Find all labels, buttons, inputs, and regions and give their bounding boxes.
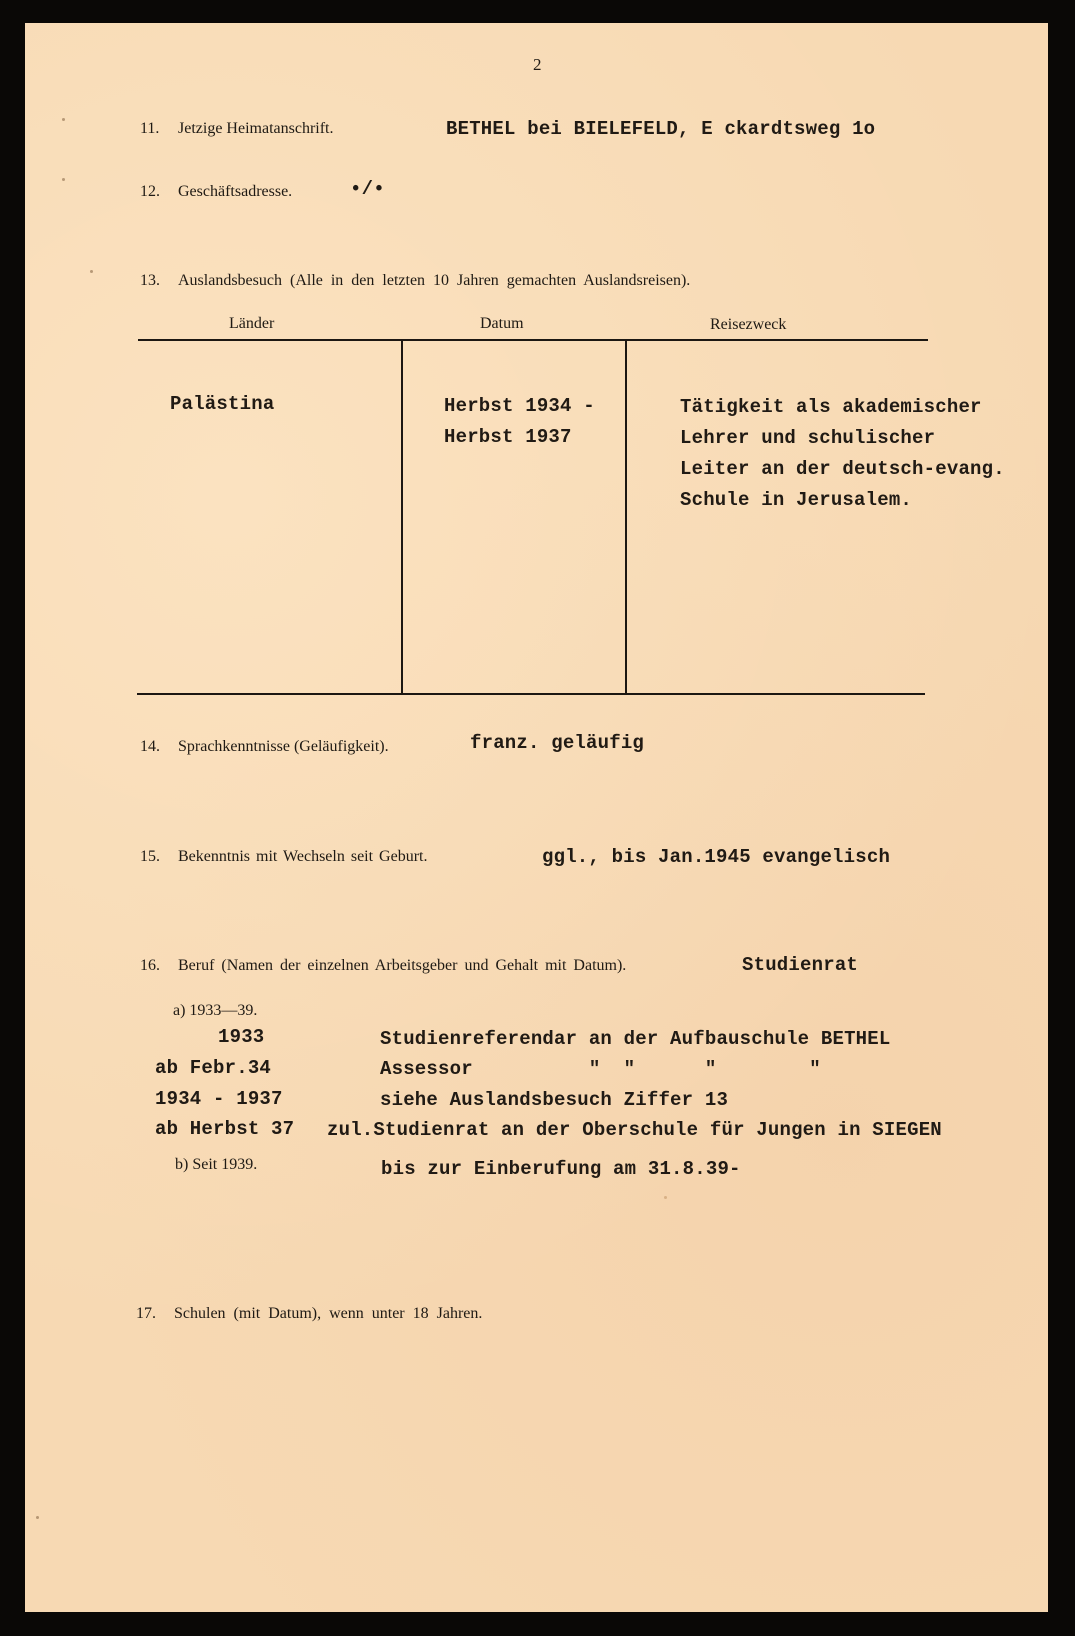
item-17-label: 17. Schulen (mit Datum), wenn unter 18 Jahren. [136,1305,483,1322]
table-top-rule [138,339,928,341]
document-page [25,23,1048,1612]
item-11-value: BETHEL bei BIELEFELD, E ckardtsweg 1o [446,118,876,140]
employment-date: ab Febr.34 [155,1057,272,1079]
table-column-divider [401,341,403,693]
item-12-label: 12. Geschäftsadresse. [140,183,293,200]
item-16-b-value: bis zur Einberufung am 31.8.39- [381,1158,741,1180]
paper-speck [36,1516,39,1519]
paper-speck [664,1196,667,1199]
employment-text: Assessor " " " " [380,1058,821,1080]
cell-purpose-line: Leiter an der deutsch-evang. [680,458,1005,480]
item-16-b-label: b) Seit 1939. [175,1156,258,1173]
paper-speck [62,118,65,121]
cell-country: Palästina [170,393,275,415]
column-header-laender: Länder [229,315,275,332]
cell-date-line: Herbst 1934 - [444,395,595,417]
cell-purpose-line: Tätigkeit als akademischer [680,396,982,418]
item-15-value: ggl., bis Jan.1945 evangelisch [542,846,891,868]
employment-date: ab Herbst 37 [155,1118,295,1140]
table-bottom-rule [137,693,925,695]
column-header-datum: Datum [480,315,524,332]
employment-date: 1933 [218,1026,265,1048]
employment-text: siehe Auslandsbesuch Ziffer 13 [380,1089,729,1111]
cell-purpose-line: Lehrer und schulischer [680,427,936,449]
page-number: 2 [533,55,542,74]
paper-speck [62,178,65,181]
paper-speck [90,270,93,273]
item-11-label: 11. Jetzige Heimatanschrift. [140,120,334,137]
employment-text: zul.Studienrat an der Oberschule für Jungen in SIEGEN [327,1119,942,1141]
cell-purpose-line: Schule in Jerusalem. [680,489,913,511]
item-12-value: •/• [350,178,385,200]
table-column-divider [625,341,627,693]
column-header-reisezweck: Reisezweck [710,316,787,333]
item-13-label: 13. Auslandsbesuch (Alle in den letzten 10 Jahren gemachten Auslandsreisen). [140,272,691,289]
item-16-value: Studienrat [742,954,859,976]
item-16-a-label: a) 1933—39. [173,1002,258,1019]
employment-text: Studienreferendar an der Aufbauschule BETHEL [380,1028,891,1050]
item-15-label: 15. Bekenntnis mit Wechseln seit Geburt. [140,848,428,865]
employment-date: 1934 - 1937 [155,1088,283,1110]
item-14-value: franz. geläufig [470,732,645,754]
item-16-label: 16. Beruf (Namen der einzelnen Arbeitsgeber und Gehalt mit Datum). [140,957,627,974]
cell-date-line: Herbst 1937 [444,426,572,448]
item-14-label: 14. Sprachkenntnisse (Geläufigkeit). [140,738,389,755]
